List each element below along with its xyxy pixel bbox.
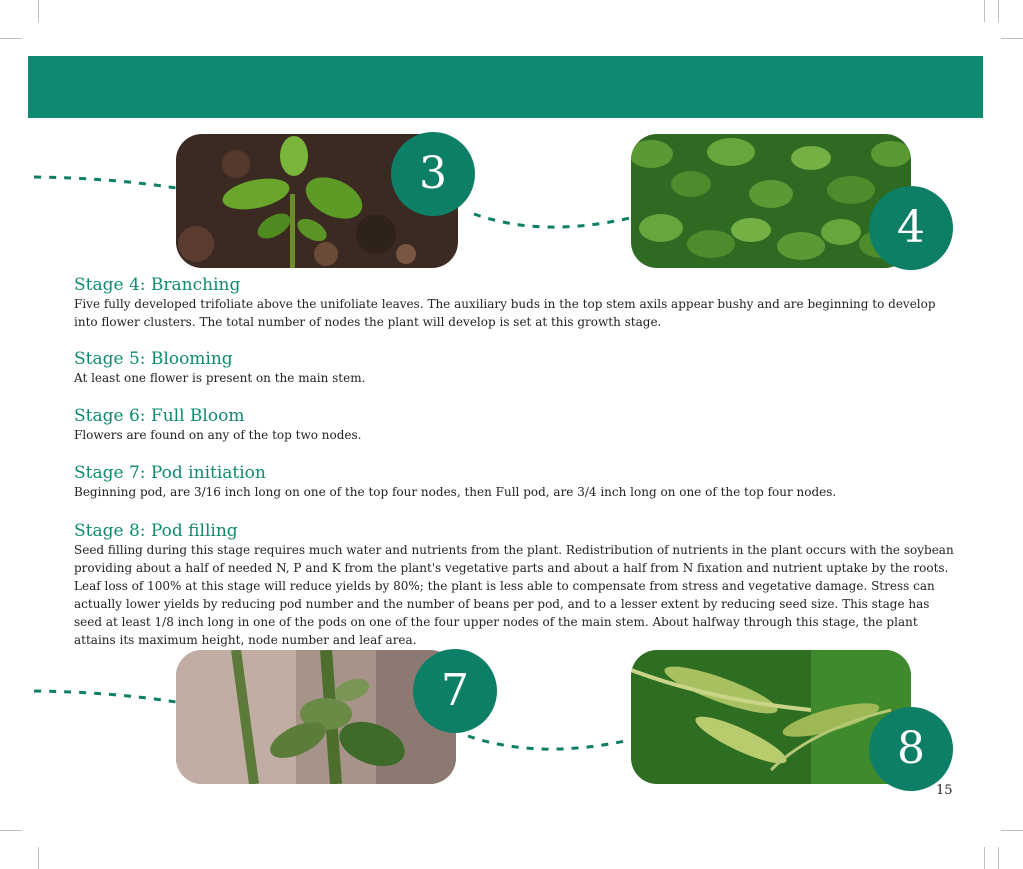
crop-mark bbox=[998, 847, 999, 869]
crop-mark bbox=[38, 847, 39, 869]
stage-section bbox=[74, 521, 954, 649]
crop-mark bbox=[984, 0, 985, 22]
header-banner bbox=[28, 56, 983, 118]
stage-description: Five fully developed trifoliate above the unifoliate leaves. The auxiliary buds in the top stem axils appear bushy and are beginning to develop into flower clusters. The total number of nodes the plant will develop is set at this growth stage. bbox=[74, 297, 936, 329]
stage-heading: Stage 8: Pod filling bbox=[74, 521, 238, 541]
stage-4-photo bbox=[631, 134, 911, 268]
stage-section bbox=[74, 406, 954, 444]
crop-mark bbox=[998, 0, 999, 22]
stage-section bbox=[74, 349, 954, 387]
stage-heading: Stage 6: Full Bloom bbox=[74, 406, 245, 426]
stage-heading: Stage 7: Pod initiation bbox=[74, 463, 266, 483]
stage-description: Beginning pod, are 3/16 inch long on one of the top four nodes, then Full pod, are 3/4 inch long on one of the top four nodes. bbox=[74, 485, 837, 499]
stage-heading: Stage 5: Blooming bbox=[74, 349, 233, 369]
stage-heading: Stage 4: Branching bbox=[74, 275, 241, 295]
dotted-connector bbox=[466, 730, 634, 760]
crop-mark bbox=[984, 847, 985, 869]
crop-mark bbox=[1001, 830, 1023, 831]
dotted-connector bbox=[32, 686, 182, 706]
page-number: 15 bbox=[936, 783, 953, 798]
crop-mark bbox=[38, 0, 39, 22]
stage-number-badge: 3 bbox=[391, 132, 475, 216]
stage-7-photo bbox=[176, 650, 456, 784]
crop-mark bbox=[1001, 38, 1023, 39]
stage-number-badge: 8 bbox=[869, 707, 953, 791]
crop-mark bbox=[0, 830, 22, 831]
dotted-connector bbox=[32, 172, 182, 192]
stage-number-badge: 7 bbox=[413, 649, 497, 733]
dotted-connector bbox=[472, 208, 634, 238]
stage-description: Flowers are found on any of the top two nodes. bbox=[74, 428, 362, 442]
stage-description: At least one flower is present on the main stem. bbox=[74, 371, 366, 385]
stage-8-photo bbox=[631, 650, 911, 784]
stage-section bbox=[74, 275, 954, 331]
stage-number-badge: 4 bbox=[869, 186, 953, 270]
stage-description: Seed filling during this stage requires much water and nutrients from the plant. Redistribution of nutrients in the plant occurs with the soybean providing about a half of needed N, P and K from the plant's vegetative parts and about a half from N fixation and nutrient uptake by the roots. Leaf loss of 100% at this stage will reduce yields by 80%; the plant is less able to compensate from stress and vegetative damage. Stress can actually lower yields by reducing pod number and the number of beans per pod, and to a lesser extent by reducing seed size. This stage has seed at least 1/8 inch long in one of the pods on one of the four upper nodes of the main stem. About halfway through this stage, the plant attains its maximum height, node number and leaf area. bbox=[74, 543, 954, 647]
stage-section bbox=[74, 463, 954, 501]
crop-mark bbox=[0, 38, 22, 39]
